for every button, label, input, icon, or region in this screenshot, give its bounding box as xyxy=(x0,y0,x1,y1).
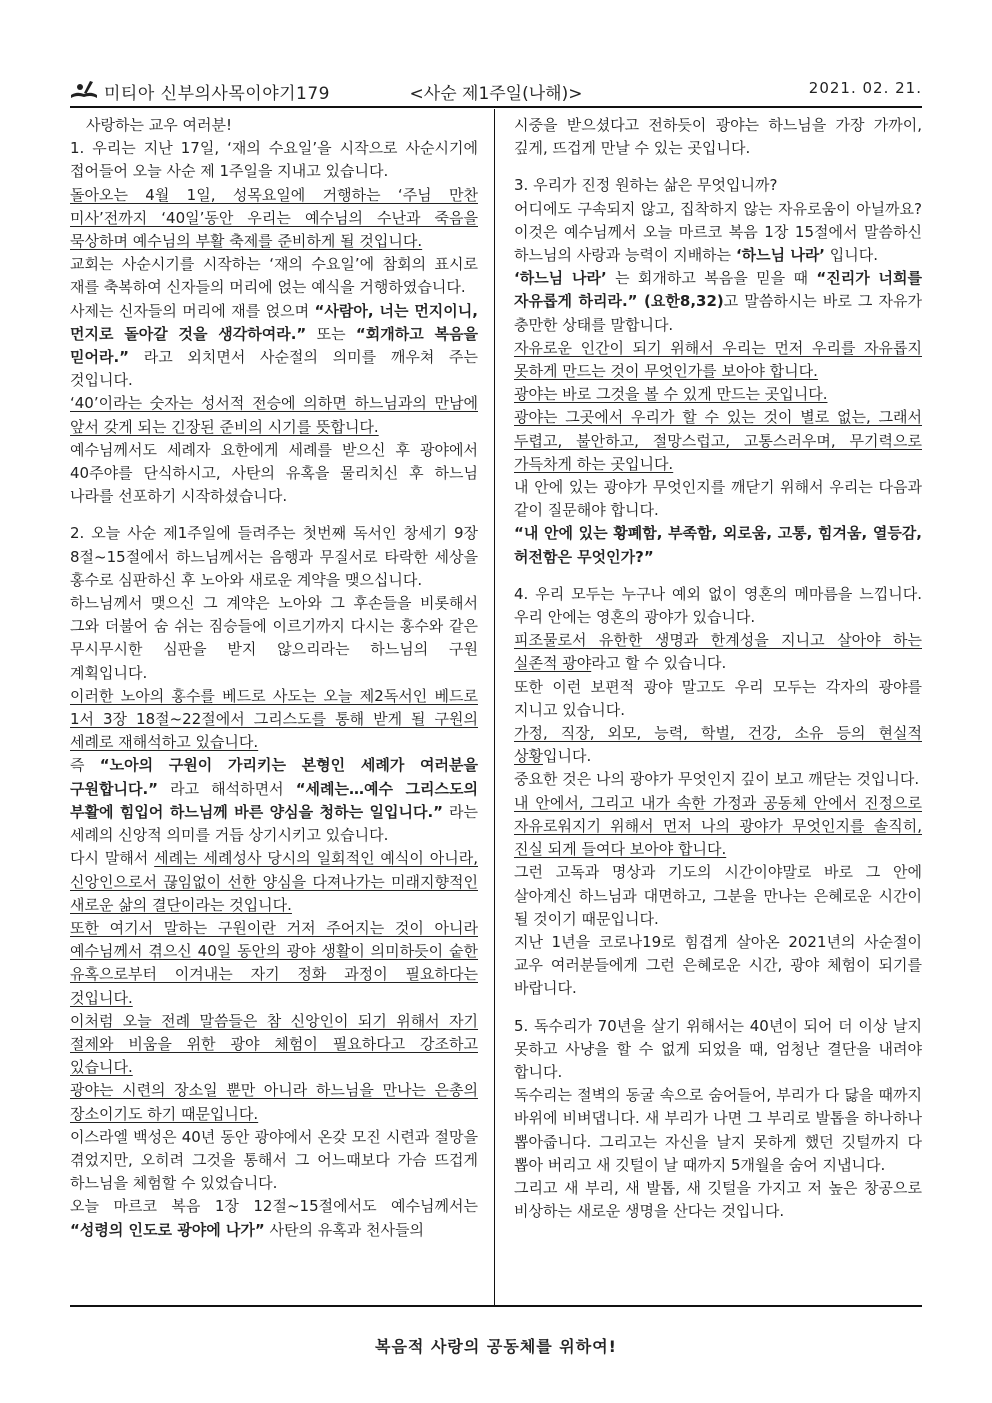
quote: “노아의 구원이 가리키는 본형인 세례가 여러분을 구원합니다.” xyxy=(70,756,478,798)
text: 입니다. xyxy=(542,747,592,766)
text: 사탄의 유혹과 천사들의 xyxy=(264,1220,424,1239)
greeting: 사랑하는 교우 여러분! xyxy=(86,116,232,134)
paragraph: 1. 우리는 지난 17일, ‘재의 수요일’을 시작으로 사순시기에 접어들어 오늘 사순 제 1주일을 지내고 있습니다. xyxy=(70,139,478,181)
section-2: 2. 오늘 사순 제1주일에 들려주는 첫번째 독서인 창세기 9장 8절~15절에서 하느님께서는 음행과 무질서로 타락한 세상을 홍수로 심판하신 후 노아와 새로운 계약을 맺으십니다. xyxy=(70,524,478,589)
text: 가정, 직장, 외모, 능력, 학벌, 건강, 소유 등의 현실적 상황 xyxy=(514,724,922,766)
text: 사제는 신자들의 머리에 재를 얹으며 xyxy=(70,301,315,320)
text: 즉 xyxy=(70,756,100,775)
question-quote: “내 안에 있는 황폐함, 부족함, 외로움, 고통, 힘겨움, 열등감, 허전함은 무엇인가?” xyxy=(514,524,922,566)
paragraph: 시중을 받으셨다고 전하듯이 광야는 하느님을 가장 가까이, 깊게, 뜨겁게 만날 수 있는 곳입니다. xyxy=(514,116,922,158)
text: 고 말씀하시는 바로 그 자유가 충만한 상태를 말합니다. xyxy=(514,292,922,334)
footer-rule xyxy=(70,1305,922,1307)
paragraph xyxy=(70,1195,478,1241)
text: 입니다. xyxy=(825,246,879,265)
paragraph: 이스라엘 백성은 40년 동안 광야에서 온갖 모진 시련과 절망을 겪었지만, 오히려 그것을 통해서 그 어느때보다 가슴 뜨겁게 하느님을 체험할 수 있었습니다. xyxy=(70,1127,478,1193)
paragraph: 이처럼 오늘 전례 말씀들은 참 신앙인이 되기 위해서 자기 절제와 비움을 위한 광야 체험이 필요하다고 강조하고 있습니다. xyxy=(70,1011,478,1077)
text: 어디에도 구속되지 않고, 집착하지 않는 자유로움이 아닐까요? 이것은 예수님께서 오늘 마르코 복음 1장 15절에서 말씀하신 하느님의 사랑과 능력이 지배하는 xyxy=(514,199,922,265)
issue-date: 2021. 02. 21. xyxy=(808,79,922,97)
text: 또는 xyxy=(306,324,356,343)
text: 라고 할 수 있습니다. xyxy=(591,654,727,673)
quote: “성령의 인도로 광야에 나가” xyxy=(70,1220,265,1239)
paragraph: 내 안에 있는 광야가 무엇인지를 깨닫기 위해서 우리는 다음과 같이 질문해야 합니다. xyxy=(514,478,922,520)
paragraph: 광야는 시련의 장소일 뿐만 아니라 하느님을 만나는 은총의 장소이기도 하기 때문입니다. xyxy=(70,1081,478,1123)
paragraph: 하느님께서 맺으신 그 계약은 노아와 그 후손들을 비롯해서 그와 더불어 숨 쉬는 짐승들에 이르기까지 다시는 홍수와 같은 무시무시한 심판을 받지 않으리라는 하느님의 구원 계획입니다. xyxy=(70,594,478,682)
paragraph: 또한 이런 보편적 광야 말고도 우리 모두는 각자의 광야를 지니고 있습니다. xyxy=(514,677,922,719)
quote: ‘하느님 나라’ xyxy=(735,246,826,265)
paragraph: 독수리는 절벽의 동굴 속으로 숨어들어, 부리가 다 닳을 때까지 바위에 비벼댑니다. 새 부리가 나면 그 부리로 발톱을 하나하나 뽑아줍니다. 그리고는 자신을 날지 못하게 했던 깃털까지 다 뽑아 버리고 새 깃털이 날 때까지 5개월을 숨어 지냅니다. xyxy=(514,1086,922,1174)
text: 라고 외치면서 사순절의 의미를 깨우쳐 주는 것입니다. xyxy=(70,348,478,390)
paragraph xyxy=(70,754,478,847)
quote: ‘하느님 나라’ xyxy=(514,269,607,288)
column-divider xyxy=(494,109,495,1305)
liturgical-week: <사순 제1주일(나해)> xyxy=(409,84,583,104)
paragraph: 광야는 바로 그것을 볼 수 있게 만드는 곳입니다. xyxy=(514,385,828,404)
paragraph: 또한 여기서 말하는 구원이란 거저 주어지는 것이 아니라 예수님께서 겪으신 40일 동안의 광야 생활이 의미하듯이 숱한 유혹으로부터 이겨내는 자기 정화 과정이 필요하다는 것입니다. xyxy=(70,918,478,1007)
paragraph: 내 안에서, 그리고 내가 속한 가정과 공동체 안에서 진정으로 자유로워지기 위해서 먼저 나의 광야가 무엇인지를 솔직히, 진실 되게 들여다 보아야 합니다. xyxy=(514,793,922,859)
paragraph: 광야는 그곳에서 우리가 할 수 있는 것이 별로 없는, 그래서 두렵고, 불안하고, 절망스럽고, 고통스러우며, 무기력으로 가득차게 하는 곳입니다. xyxy=(514,408,922,473)
paragraph: 중요한 것은 나의 광야가 무엇인지 깊이 보고 깨닫는 것입니다. xyxy=(514,770,920,789)
text: 피조물로서 유한한 생명과 한계성을 지니고 살아야 하는 실존적 광야 xyxy=(514,631,922,673)
text: 오늘 마르코 복음 1장 12절~15절에서도 예수님께서는 xyxy=(70,1197,478,1216)
text: 라는 세례의 신앙적 의미를 거듭 상기시키고 있습니다. xyxy=(70,802,479,845)
page-header xyxy=(70,76,922,106)
paragraph: 교회는 사순시기를 시작하는 ‘재의 수요일’에 참회의 표시로 재를 축복하여 신자들의 머리에 얹는 예식을 거행하였습니다. xyxy=(70,255,478,297)
paragraph: 이러한 노아의 홍수를 베드로 사도는 오늘 제2독서인 베드로 1서 3장 18절~22절에서 그리스도를 통해 받게 될 구원의 세례로 재해석하고 있습니다. xyxy=(70,686,478,752)
text: 는 회개하고 복음을 믿을 때 xyxy=(606,269,817,288)
paragraph: 돌아오는 4월 1일, 성목요일에 거행하는 ‘주님 만찬 미사’전까지 ‘40일’동안 우리는 예수님의 수난과 죽음을 묵상하며 예수님의 부활 축제를 준비하게 될 것입니다. xyxy=(70,185,478,251)
text: 라고 해석하면서 xyxy=(158,779,296,798)
quote: “사람아, 너는 먼지이니, 먼지로 돌아갈 것을 생각하여라.” xyxy=(70,301,478,343)
paragraph xyxy=(514,198,922,268)
paragraph: 그리고 새 부리, 새 발톱, 새 깃털을 가지고 저 높은 창공으로 비상하는 새로운 생명을 산다는 것입니다. xyxy=(514,1178,922,1221)
paragraph: 자유로운 인간이 되기 위해서 우리는 먼저 우리를 자유롭지 못하게 만드는 것이 무엇인가를 보아야 합니다. xyxy=(514,338,922,381)
left-column xyxy=(70,114,478,1242)
series-title: 미티아 신부의사목이야기179 xyxy=(104,84,330,104)
paragraph: 지난 1년을 코로나19로 힘겹게 살아온 2021년의 사순절이 교우 여러분들에게 그런 은혜로운 시간, 광야 체험이 되기를 바랍니다. xyxy=(514,932,922,998)
text: 세례는 세례성사 당시의 일회적인 예식이 아니라, 신앙인으로서 끊임없이 선한 양심을 다져나가는 미래지향적인 새로운 삶의 결단이라는 것입니다. xyxy=(70,849,478,914)
quote: “회개하고 복음을 믿어라.” xyxy=(70,324,478,367)
paragraph: 예수님께서도 세례자 요한에게 세례를 받으신 후 광야에서 40주야를 단식하시고, 사탄의 유혹을 물리치신 후 하느님 나라를 선포하기 시작하셨습니다. xyxy=(70,440,478,506)
paragraph xyxy=(514,629,922,675)
text: 다시 말해서 xyxy=(70,849,155,868)
right-column xyxy=(514,114,922,1223)
paragraph xyxy=(514,722,922,768)
paragraph xyxy=(514,267,922,337)
header-rule xyxy=(70,106,922,108)
paragraph xyxy=(70,300,478,393)
quote: “진리가 너희를 자유롭게 하리라.” (요한8,32) xyxy=(514,269,922,311)
paragraph xyxy=(70,847,478,917)
footer-motto: 복음적 사랑의 공동체를 위하여! xyxy=(375,1337,617,1356)
section-5: 5. 독수리가 70년을 살기 위해서는 40년이 되어 더 이상 날지 못하고 사냥을 할 수 없게 되었을 때, 엄청난 결단을 내려야 합니다. xyxy=(514,1016,922,1081)
quote: “세례는…예수 그리스도의 부활에 힘입어 하느님께 바른 양심을 청하는 일입니다.” xyxy=(70,779,478,821)
section-3: 3. 우리가 진정 원하는 삶은 무엇입니까? xyxy=(514,176,778,195)
paragraph: ‘40’이라는 숫자는 성서적 전승에 의하면 하느님과의 만남에 앞서 갖게 되는 긴장된 준비의 시기를 뜻합니다. xyxy=(70,394,478,436)
paragraph: 그런 고독과 명상과 기도의 시간이야말로 바로 그 안에 살아계신 하느님과 대면하고, 그분을 만나는 은혜로운 시간이 될 것이기 때문입니다. xyxy=(514,863,922,928)
section-4: 4. 우리 모두는 누구나 예외 없이 영혼의 메마름을 느낍니다. 우리 안에는 영혼의 광야가 있습니다. xyxy=(514,584,922,627)
